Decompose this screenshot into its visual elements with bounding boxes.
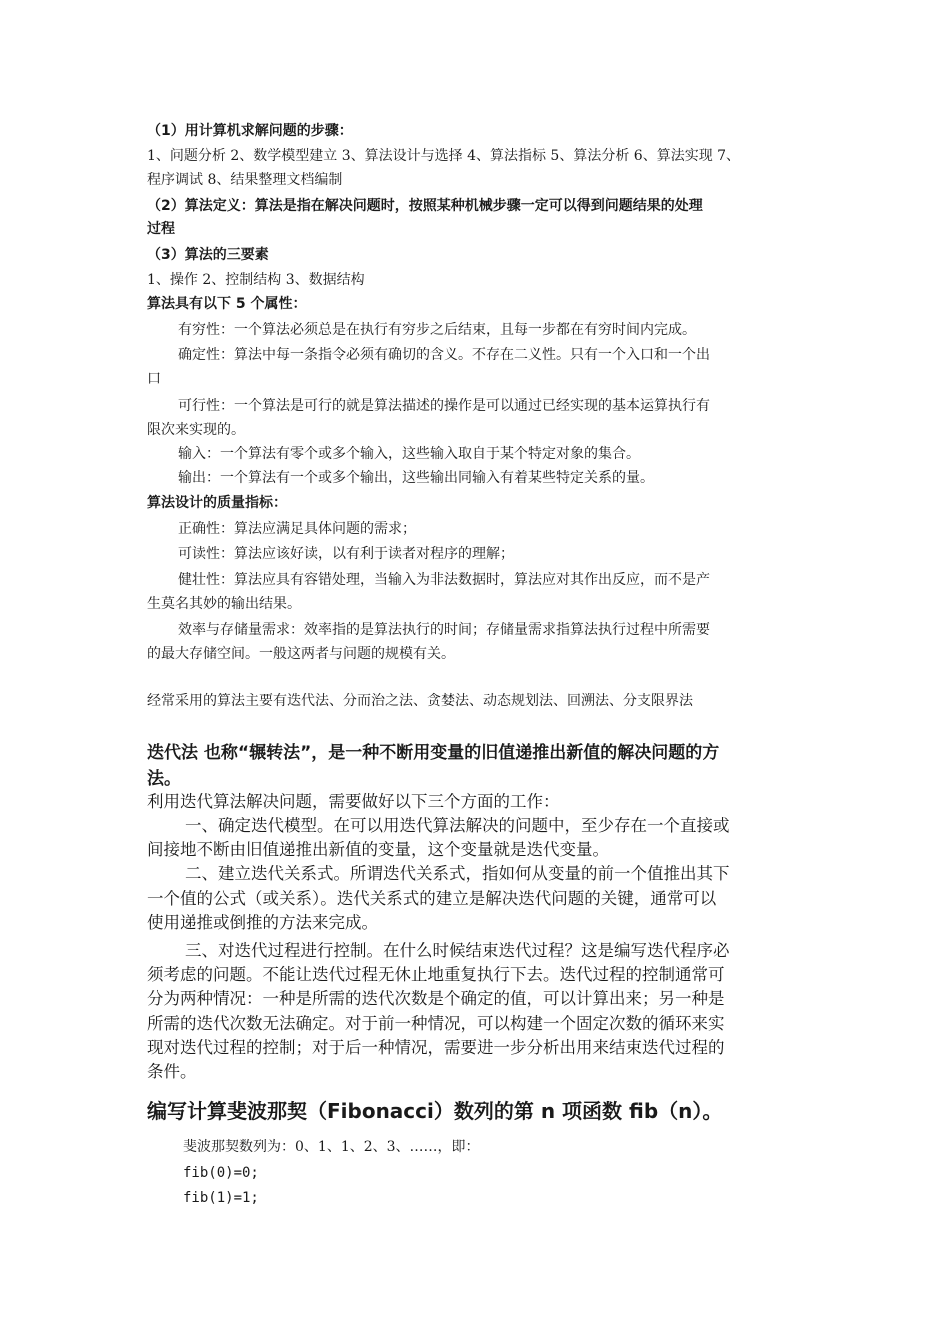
property-output: 输出：一个算法有一个或多个输出，这些输出同输入有着某些特定关系的量。 xyxy=(178,470,654,486)
section2-line2: 过程 xyxy=(147,221,175,237)
iteration-step1: 一、确定迭代模型。在可以用迭代算法解决的问题中，至少存在一个直接或 xyxy=(185,816,730,835)
iteration-step1-cont: 间接地不断由旧值递推出新值的变量，这个变量就是迭代变量。 xyxy=(147,840,609,859)
iteration-step2-cont1: 一个值的公式（或关系）。迭代关系式的建立是解决迭代问题的关键，通常可以 xyxy=(147,889,717,908)
quality-robustness-cont: 生莫名其妙的输出结果。 xyxy=(147,596,301,612)
iteration-step3-cont3: 所需的迭代次数无法确定。对于前一种情况，可以构建一个固定次数的循环来实 xyxy=(147,1014,725,1033)
section1-line1: 1、问题分析 2、数学模型建立 3、算法设计与选择 4、算法指标 5、算法分析 6、算法实现 7、 xyxy=(147,148,741,164)
property-definiteness-cont: 口 xyxy=(147,371,161,387)
section1-line2: 程序调试 8、结果整理文档编制 xyxy=(147,172,343,188)
iteration-heading-cont: 法。 xyxy=(147,769,181,789)
section1-heading: （1）用计算机求解问题的步骤： xyxy=(147,123,353,139)
property-finiteness: 有穷性：一个算法必须总是在执行有穷步之后结束，且每一步都在有穷时间内完成。 xyxy=(178,322,696,338)
iteration-intro: 利用迭代算法解决问题，需要做好以下三个方面的工作： xyxy=(147,792,560,811)
iteration-step3-cont1: 须考虑的问题。不能让迭代过程无休止地重复执行下去。迭代过程的控制通常可 xyxy=(147,965,725,984)
fibonacci-intro: 斐波那契数列为：0、1、1、2、3、……，即： xyxy=(183,1139,480,1155)
iteration-step2: 二、建立迭代关系式。所谓迭代关系式，指如何从变量的前一个值推出其下 xyxy=(185,864,730,883)
section2-line1: （2）算法定义：算法是指在解决问题时，按照某种机械步骤一定可以得到问题结果的处理 xyxy=(147,198,703,214)
common-algorithms: 经常采用的算法主要有迭代法、分而治之法、贪婪法、动态规划法、回溯法、分支限界法 xyxy=(147,693,693,709)
quality-correctness: 正确性：算法应满足具体问题的需求； xyxy=(178,521,416,537)
fibonacci-code-line: fib(1)=1; xyxy=(183,1190,259,1206)
iteration-step3: 三、对迭代过程进行控制。在什么时候结束迭代过程？这是编写迭代程序必 xyxy=(185,941,730,960)
quality-efficiency-cont: 的最大存储空间。一般这两者与问题的规模有关。 xyxy=(147,646,455,662)
fibonacci-code-line: fib(0)=0; xyxy=(183,1165,259,1181)
property-feasibility: 可行性：一个算法是可行的就是算法描述的操作是可以通过已经实现的基本运算执行有 xyxy=(178,398,710,414)
property-feasibility-cont: 限次来实现的。 xyxy=(147,422,245,438)
section3-line1: 1、操作 2、控制结构 3、数据结构 xyxy=(147,272,365,288)
iteration-step3-cont2: 分为两种情况：一种是所需的迭代次数是个确定的值，可以计算出来；另一种是 xyxy=(147,989,725,1008)
quality-efficiency: 效率与存储量需求：效率指的是算法执行的时间；存储量需求指算法执行过程中所需要 xyxy=(178,622,710,638)
iteration-step3-cont4: 现对迭代过程的控制；对于后一种情况，需要进一步分析出用来结束迭代过程的 xyxy=(147,1038,725,1057)
quality-heading: 算法设计的质量指标： xyxy=(147,495,287,511)
fibonacci-heading: 编写计算斐波那契（Fibonacci）数列的第 n 项函数 fib（n）。 xyxy=(147,1099,723,1123)
iteration-heading: 迭代法 也称“辗转法”，是一种不断用变量的旧值递推出新值的解决问题的方 xyxy=(147,743,720,763)
property-definiteness: 确定性：算法中每一条指令必须有确切的含义。不存在二义性。只有一个入口和一个出 xyxy=(178,347,710,363)
section3-heading: （3）算法的三要素 xyxy=(147,247,269,263)
quality-robustness: 健壮性：算法应具有容错处理，当输入为非法数据时，算法应对其作出反应，而不是产 xyxy=(178,572,710,588)
iteration-step2-cont2: 使用递推或倒推的方法来完成。 xyxy=(147,913,378,932)
quality-readability: 可读性：算法应该好读，以有利于读者对程序的理解； xyxy=(178,546,514,562)
property-input: 输入：一个算法有零个或多个输入，这些输入取自于某个特定对象的集合。 xyxy=(178,446,640,462)
properties-heading: 算法具有以下 5 个属性： xyxy=(147,296,307,312)
iteration-step3-cont5: 条件。 xyxy=(147,1062,197,1081)
